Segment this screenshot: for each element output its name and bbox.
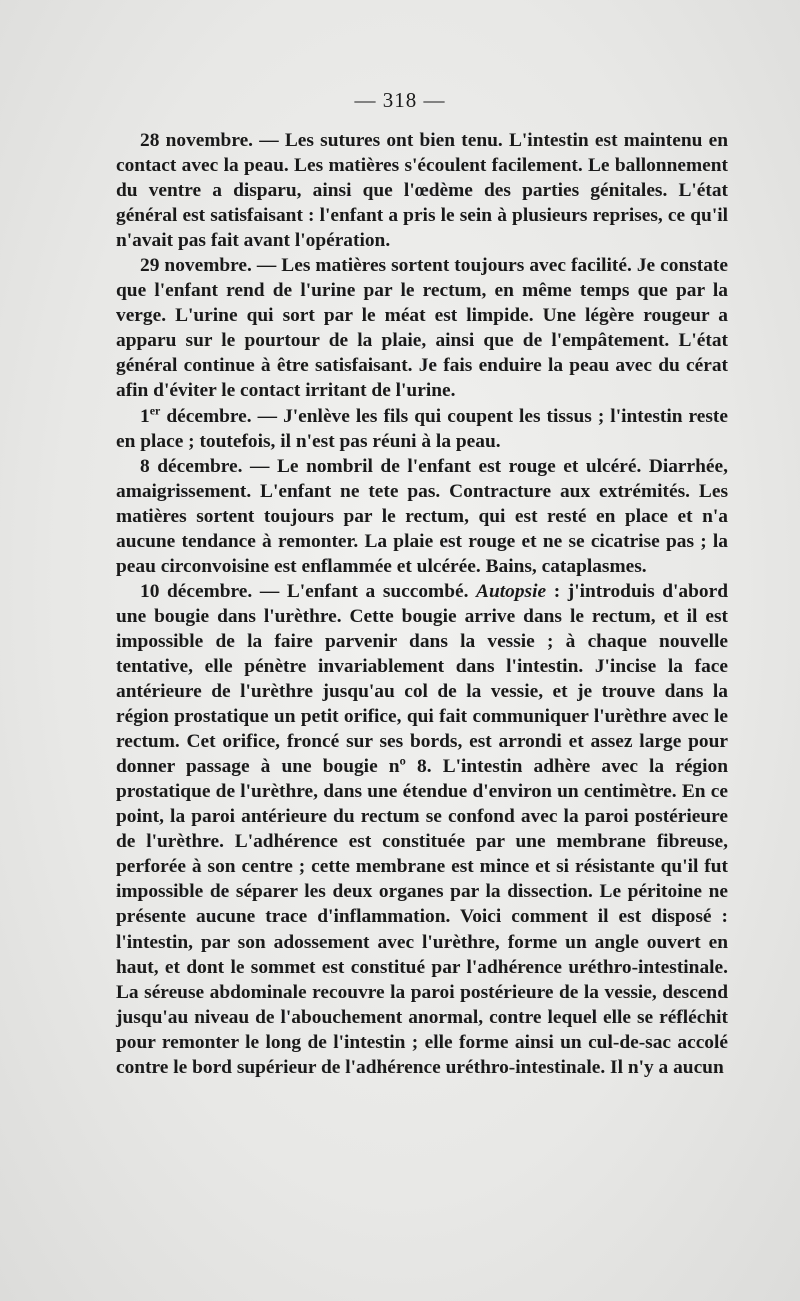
paragraph-10-decembre: [116, 579, 728, 1080]
entry-text-intro: — L'enfant a succombé.: [252, 580, 477, 602]
entry-date-month: décembre.: [160, 405, 252, 427]
body-text: [116, 128, 728, 1080]
entry-text: : j'introduis d'abord une bougie dans l'urèthre. Cette bougie arrive dans le rectum, et il est impossible de la faire parvenir dans la vessie ; à chaque nouvelle tentative, elle pénètre invariablement dans l'intestin. J'incise la face antérieure de l'urèthre jusqu'au col de la vessie, et je trouve dans la région prostatique un petit orifice, qui fait communiquer l'urèthre avec le rectum. Cet orifice, froncé sur ses bords, est arrondi et assez large pour donner passage à une bougie nº 8. L'intestin adhère avec la région prostatique de l'urèthre, dans une étendue d'environ un centimètre. En ce point, la paroi antérieure du rectum se confond avec la paroi postérieure de l'urèthre. L'adhérence est constituée par une membrane fibreuse, perforée à son centre ; cette membrane est mince et si résistante qu'il fut impossible de séparer les deux organes par la dissection. Le péritoine ne présente aucune trace d'inflammation. Voici comment il est disposé : l'intestin, par son adossement avec l'urèthre, forme un angle ouvert en haut, et dont le sommet est constitué par l'adhérence uréthro-intestinale. La séreuse abdominale recouvre la paroi postérieure de la vessie, descend jusqu'au niveau de l'abouchement anormal, contre lequel elle se réfléchit pour remonter le long de l'intestin ; elle forme ainsi un cul-de-sac accolé contre le bord supérieur de l'adhérence uréthro-intestinale. Il n'y a aucun: [116, 580, 728, 1078]
entry-date: 29 novembre.: [140, 255, 252, 277]
paragraph-8-decembre: [116, 454, 728, 579]
entry-date-ordinal: er: [149, 403, 161, 418]
entry-date-number: 1: [140, 405, 150, 427]
entry-date: [140, 403, 252, 427]
autopsie-heading: Autopsie: [476, 580, 547, 602]
page-number: — 318 —: [354, 88, 446, 112]
entry-date: 28 novembre.: [140, 130, 254, 151]
paragraph-29-novembre: [116, 253, 728, 403]
entry-text: — Le nombril de l'enfant est rouge et ulcéré. Diarrhée, amaigrissement. L'enfant ne tete pas. Contracture aux extrémités. Les matières sortent toujours par le rectum, qui est resté en place et n'a aucune tendance à remonter. La plaie est rouge et ne se cicatrise pas ; la peau circonvoisine est enflammée et ulcérée. Bains, cataplasmes.: [116, 455, 728, 577]
entry-date: 8 décembre.: [140, 455, 243, 477]
entry-date: 10 décembre.: [140, 580, 253, 602]
entry-text: — J'enlève les fils qui coupent les tissus ; l'intestin reste en place ; toutefois, il n'est pas réuni à la peau.: [116, 405, 728, 452]
entry-text: — Les matières sortent toujours avec facilité. Je constate que l'enfant rend de l'urine par le rectum, en même temps que par la verge. L'urine qui sort par le méat est limpide. Une légère rougeur a apparu sur le pourtour de la plaie, ainsi que de l'empâtement. L'état général continue à être satisfaisant. Je fais enduire la peau avec du cérat afin d'éviter le contact irritant de l'urine.: [116, 255, 728, 402]
paragraph-1er-decembre: [116, 404, 728, 454]
paragraph-28-novembre: [116, 128, 728, 253]
entry-text: — Les sutures ont bien tenu. L'intestin est maintenu en contact avec la peau. Les matières s'écoulent facilement. Le ballonnement du ventre a disparu, ainsi que l'œdème des parties génitales. L'état général est satisfaisant : l'enfant a pris le sein à plusieurs reprises, ce qu'il n'avait pas fait avant l'opération.: [116, 130, 729, 252]
